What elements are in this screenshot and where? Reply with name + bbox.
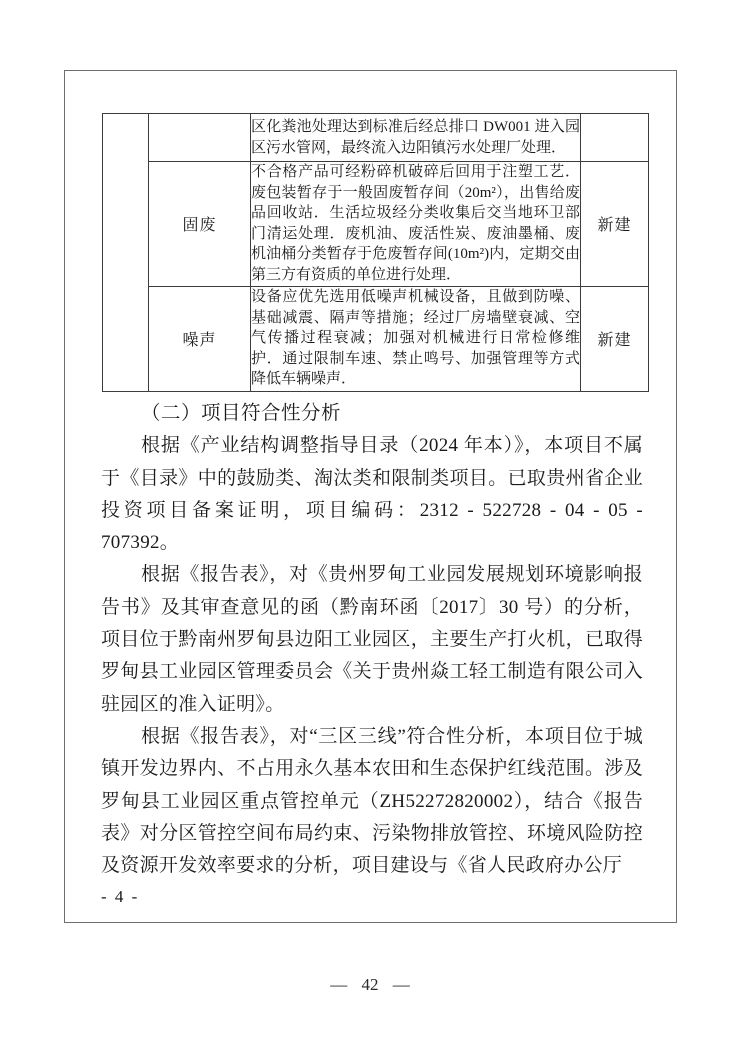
category-spacer-cell — [103, 114, 149, 392]
body-text-block — [101, 398, 643, 907]
env-measures-table — [102, 113, 649, 392]
paragraph-three-zones: 根据《报告表》，对“三区三线”符合性分析，本项目位于城镇开发边界内、不占用永久基本农田和生态保护红线范围。涉及罗甸县工业园区重点管控单元（ZH52272820002），结合《报告表》对分区管控空间布局约束、污染物排放管控、环境风险防控及资源开发效率要求的分析，项目建设与《省人民政府办公厅 — [101, 725, 643, 877]
measure-text-cell: 设备应优先选用低噪声机械设备，且做到防噪、基础减震、隔声等措施；经过厂房墙壁衰减、空气传播过程衰减；加强对机械进行日常检修维护．通过限制车速、禁止鸣号、加强管理等方式降低车辆噪声． — [251, 286, 581, 391]
row-label-cell: 固废 — [149, 162, 251, 287]
row-label-cell — [149, 114, 251, 162]
paragraph-compliance-catalog: 根据《产业结构调整指导目录（2024 年本）》，本项目不属于《目录》中的鼓励类、淘汰类和限制类项目。已取贵州省企业投资项目备案证明，项目编码：2312 - 522728 - 04 - 05 - 707392。 — [101, 435, 643, 554]
paragraph-park-planning: 根据《报告表》，对《贵州罗甸工业园发展规划环境影响报告书》及其审查意见的函（黔南环函〔2017〕30 号）的分析，项目位于黔南州罗甸县边阳工业园区，主要生产打火机，已取得罗甸县工业园区管理委员会《关于贵州焱工轻工制造有限公司入驻园区的准入证明》。 — [101, 564, 643, 715]
outer-page-number: — 42 — — [330, 975, 410, 994]
status-cell — [581, 114, 649, 162]
measure-text-cell: 不合格产品可经粉碎机破碎后回用于注塑工艺．废包装暂存于一般固废暂存间（20m²），出售给废品回收站．生活垃圾经分类收集后交当地环卫部门清运处理．废机油、废活性炭、废油墨桶、废机油桶分类暂存于危废暂存间(10m²)内，定期交由第三方有资质的单位进行处理． — [251, 162, 581, 287]
status-cell: 新建 — [581, 286, 649, 391]
inner-page-number: - 4 - — [101, 887, 140, 907]
measure-text-cell: 区化粪池处理达到标准后经总排口 DW001 进入园区污水管网，最终流入边阳镇污水处理厂处理． — [251, 114, 581, 162]
scanned-page-frame — [64, 70, 677, 923]
row-label-cell: 噪声 — [149, 286, 251, 391]
table-row-solid-waste — [103, 162, 649, 287]
table-row-wastewater — [103, 114, 649, 162]
table-row-noise — [103, 286, 649, 391]
status-cell: 新建 — [581, 162, 649, 287]
section-heading: （二）项目符合性分析 — [141, 403, 342, 424]
